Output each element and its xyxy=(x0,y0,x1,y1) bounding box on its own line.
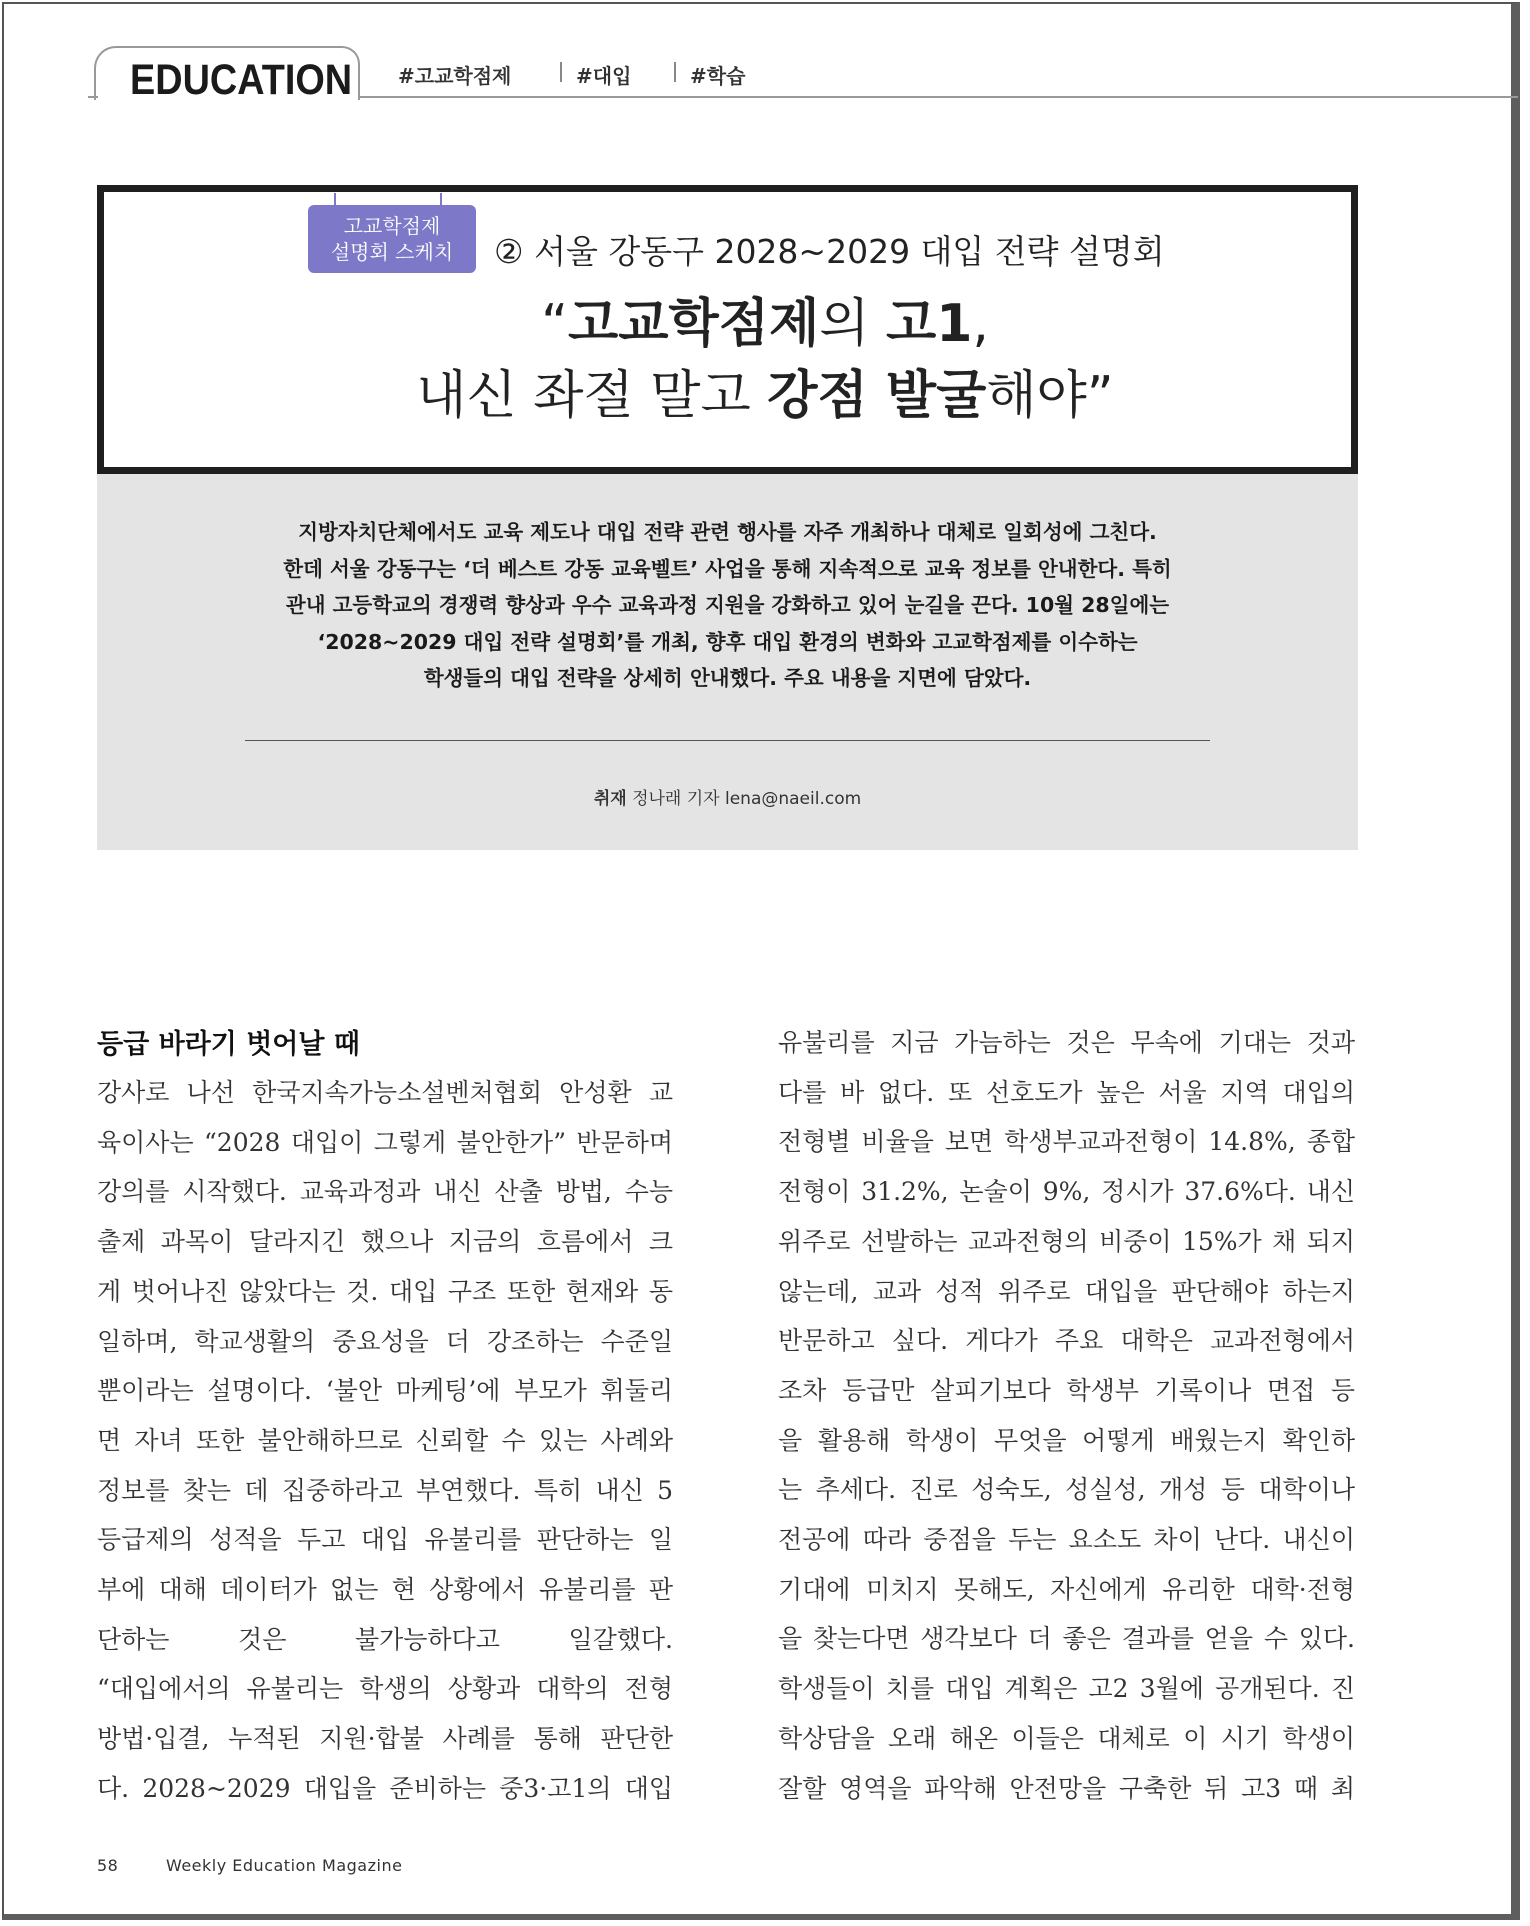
lead-line: 학생들의 대입 전략을 상세히 안내했다. 주요 내용을 지면에 담았다. xyxy=(423,666,1032,690)
headline-segment: 의 xyxy=(819,294,886,354)
section-tab-foot xyxy=(88,96,98,98)
headline-line xyxy=(0,360,1530,432)
body-line: 강사로 나선 한국지속가능소설벤처협회 안성환 교 xyxy=(97,1078,673,1107)
body-line: 기대에 미치지 못해도, 자신에게 유리한 대학·전형 xyxy=(778,1574,1355,1604)
body-line: 전공에 따라 중점을 두는 요소도 차이 난다. 내신이 xyxy=(778,1525,1355,1555)
article-subtitle: ② 서울 강동구 2028~2029 대입 전략 설명회 xyxy=(494,232,1165,271)
body-line: 전형이 31.2%, 논술이 9%, 정시가 37.6%다. 내신 xyxy=(778,1177,1355,1207)
lead-line: 지방자치단체에서도 교육 제도나 대입 전략 관련 행사를 자주 개최하나 대체로 일회성에 그친다. xyxy=(298,520,1157,544)
article-headline xyxy=(0,288,1530,432)
body-line: 방법·입결, 누적된 지원·합불 사례를 통해 판단한 xyxy=(97,1724,673,1754)
body-line: 단하는 것은 불가능하다고 일갈했다. xyxy=(97,1624,673,1654)
series-badge-line: 고교학점제 xyxy=(343,214,441,238)
headline-segment: 내신 좌절 말고 xyxy=(416,366,768,426)
body-line: 일하며, 학교생활의 중요성을 더 강조하는 수준일 xyxy=(97,1326,673,1356)
lead-line: 한데 서울 강동구는 ‘더 베스트 강동 교육벨트’ 사업을 통해 지속적으로 교육 정보를 안내한다. 특히 xyxy=(283,556,1172,581)
body-line: 는 추세다. 진로 성숙도, 성실성, 개성 등 대학이나 xyxy=(778,1475,1355,1505)
byline xyxy=(97,784,1358,809)
headline-line xyxy=(0,288,1530,360)
tag-separator xyxy=(674,62,676,82)
headline-segment: 고교학점제 xyxy=(568,294,820,354)
byline-label: 취재 xyxy=(593,789,627,809)
body-line: 유불리를 지금 가늠하는 것은 무속에 기대는 것과 xyxy=(778,1028,1355,1057)
body-line: 다. 2028~2029 대입을 준비하는 중3·고1의 대입 xyxy=(97,1773,673,1803)
body-column-right xyxy=(778,1018,1355,1813)
header-rule xyxy=(360,96,1518,98)
tag-study[interactable]: #학습 xyxy=(690,64,746,88)
lead-divider xyxy=(245,740,1210,741)
body-subhead: 등급 바라기 벗어날 때 xyxy=(97,1029,360,1060)
body-line: “대입에서의 유불리는 학생의 상황과 대학의 전형 xyxy=(97,1674,673,1704)
page-footer xyxy=(97,1856,402,1875)
body-line: 등급제의 성적을 두고 대입 유불리를 판단하는 일 xyxy=(97,1525,673,1555)
body-line: 면 자녀 또한 불안해하므로 신뢰할 수 있는 사례와 xyxy=(97,1425,673,1455)
body-line: 을 활용해 학생이 무엇을 어떻게 배웠는지 확인하 xyxy=(778,1425,1355,1455)
body-line: 부에 대해 데이터가 없는 현 상황에서 유불리를 판 xyxy=(97,1575,673,1605)
tag-admission[interactable]: #대입 xyxy=(576,64,632,88)
body-line: 강의를 시작했다. 교육과정과 내신 산출 방법, 수능 xyxy=(97,1177,673,1207)
body-column-left xyxy=(97,1068,673,1814)
body-line: 출제 과목이 달라지긴 했으나 지금의 흐름에서 크 xyxy=(97,1227,673,1257)
body-line: 조차 등급만 살피기보다 학생부 기록이나 면접 등 xyxy=(778,1375,1355,1405)
body-line: 육이사는 “2028 대입이 그렇게 불안한가” 반문하며 xyxy=(97,1127,673,1157)
headline-segment: “ xyxy=(541,294,569,354)
headline-segment: 강점 발굴 xyxy=(767,366,987,426)
page-number: 58 xyxy=(97,1856,119,1875)
body-line: 정보를 찾는 데 집중하라고 부연했다. 특히 내신 5 xyxy=(97,1475,673,1505)
lead-paragraph xyxy=(97,514,1358,697)
headline-segment: 해야” xyxy=(986,366,1114,426)
magazine-name: Weekly Education Magazine xyxy=(165,1856,403,1875)
body-line: 을 찾는다면 생각보다 더 좋은 결과를 얻을 수 있다. xyxy=(778,1624,1355,1654)
body-line: 전형별 비율을 보면 학생부교과전형이 14.8%, 종합 xyxy=(778,1127,1355,1157)
body-line: 다를 바 없다. 또 선호도가 높은 서울 지역 대입의 xyxy=(778,1077,1355,1107)
body-line: 학생들이 치를 대입 계획은 고2 3월에 공개된다. 진 xyxy=(778,1674,1355,1704)
headline-segment: 고1 xyxy=(885,294,973,354)
series-badge xyxy=(308,205,476,273)
body-line: 위주로 선발하는 교과전형의 비중이 15%가 채 되지 xyxy=(778,1226,1355,1256)
body-line: 뿐이라는 설명이다. ‘불안 마케팅’에 부모가 휘둘리 xyxy=(97,1376,673,1406)
headline-segment: , xyxy=(972,294,989,354)
body-line: 게 벗어나진 않았다는 것. 대입 구조 또한 현재와 동 xyxy=(97,1276,673,1306)
series-badge-line: 설명회 스케치 xyxy=(330,240,454,264)
body-line: 학상담을 오래 해온 이들은 대체로 이 시기 학생이 xyxy=(778,1723,1355,1753)
body-line: 않는데, 교과 성적 위주로 대입을 판단해야 하는지 xyxy=(778,1276,1355,1306)
tag-high-school-credit[interactable]: #고교학점제 xyxy=(398,64,512,88)
body-line: 잘할 영역을 파악해 안전망을 구축한 뒤 고3 때 최 xyxy=(778,1773,1355,1803)
body-line: 반문하고 싶다. 게다가 주요 대학은 교과전형에서 xyxy=(778,1326,1355,1356)
section-label: EDUCATION xyxy=(130,56,353,104)
tag-separator xyxy=(560,62,562,82)
byline-reporter: 정나래 기자 lena@naeil.com xyxy=(632,789,862,809)
lead-line: ‘2028~2029 대입 전략 설명회’를 개최, 향후 대입 환경의 변화와 고교학점제를 이수하는 xyxy=(317,629,1138,654)
lead-line: 관내 고등학교의 경쟁력 향상과 우수 교육과정 지원을 강화하고 있어 눈길을 끈다. 10월 28일에는 xyxy=(285,593,1170,617)
